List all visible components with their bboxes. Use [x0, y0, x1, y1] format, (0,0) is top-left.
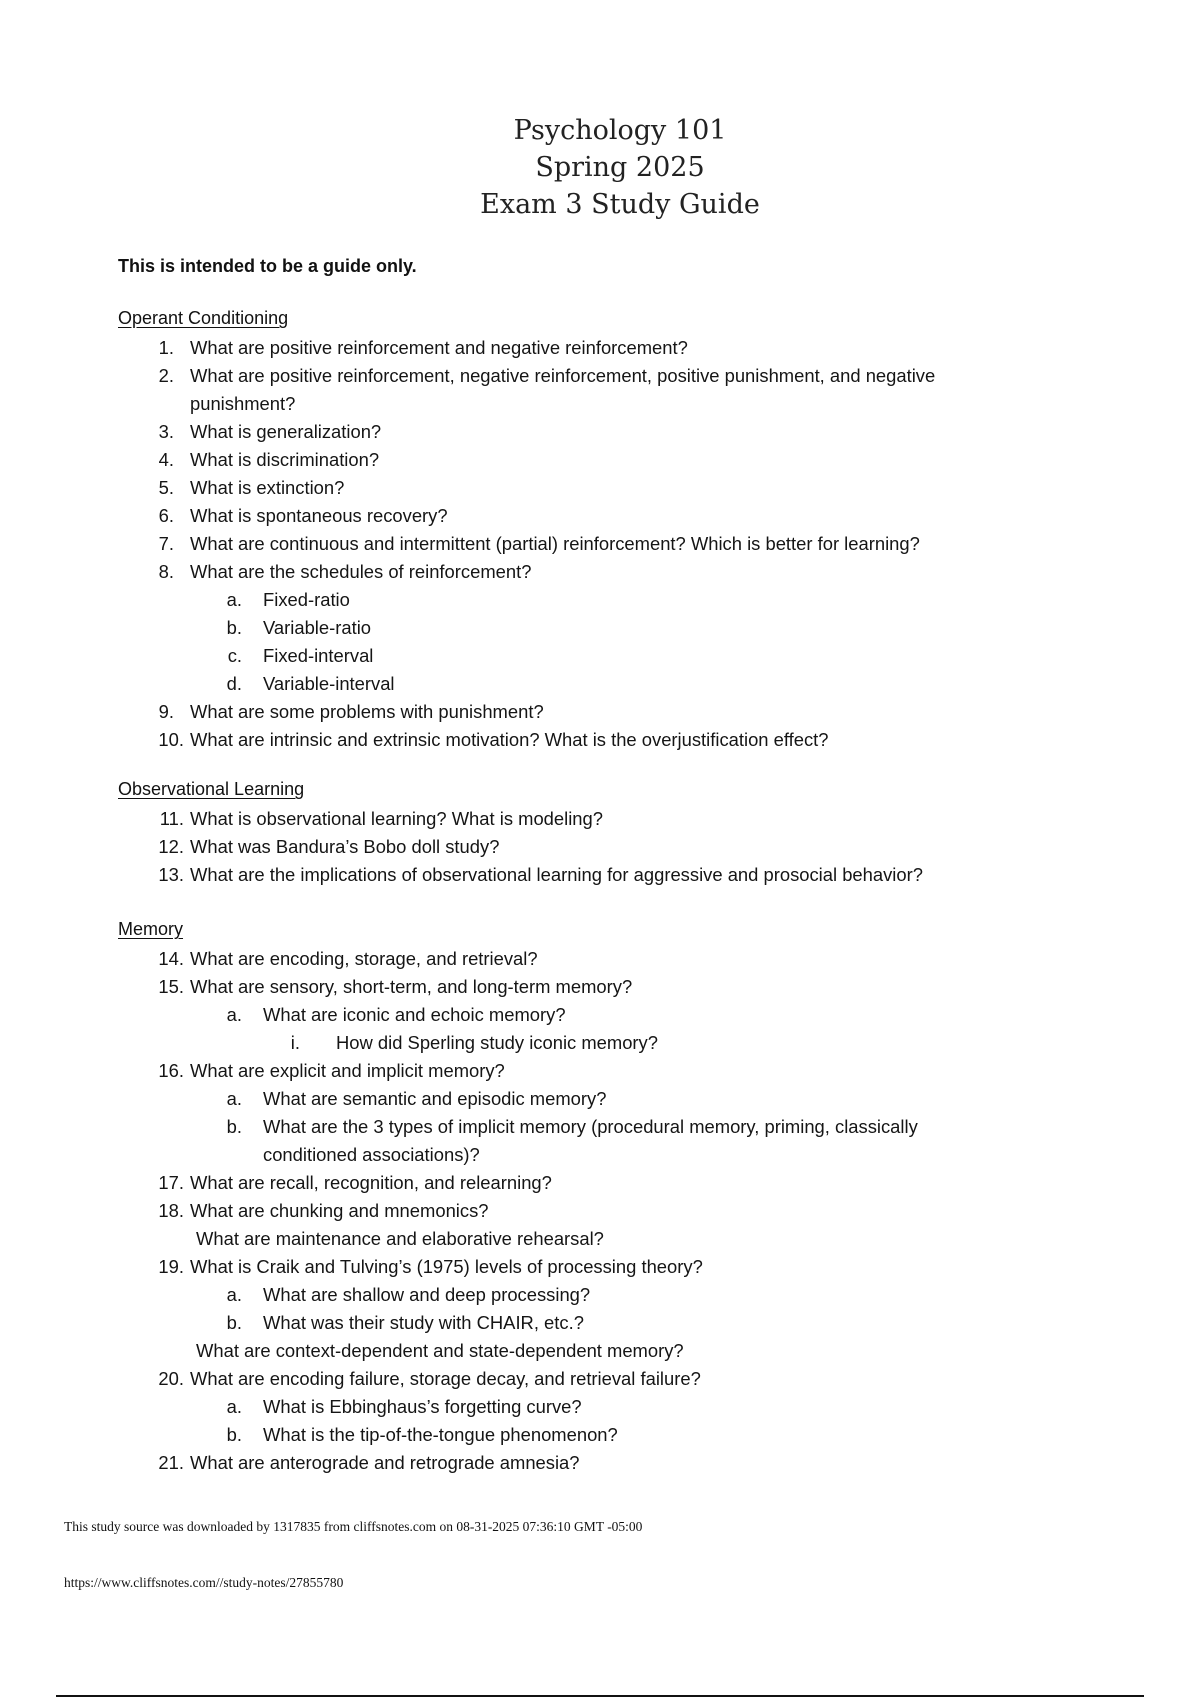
course-title: Psychology 101 — [513, 115, 727, 146]
study-guide-page: Psychology 101 Spring 2025 Exam 3 Study Guide This is intended to be a guide only. Operant Conditioning 1. What are positive reinforcement and negative reinforcement? 2. What are positive reinforcement, negative reinforcement, positive punishment, and negative punishment? 3. What is generalization? 4. What is discrimination? 5. What is extinction? 6. What is spontaneous recovery? 7. What are continuous and intermittent (partial) reinforcement? Which is better for learning? 8. What are the schedules of reinforcement? a. Fixed-ratio b. Variable-ratio c. Fixed-interval d. Variable-interval 9. What are some problems with punishment? 10. What are intrinsic and extrinsic motivation? What is the overjustification effect? Observational Learning 11. What is observational learning? What is modeling? 12. What was Bandura’s Bobo doll study? 13. What are the implications of observational learning for aggressive and prosocial behavior? Memory 14. What are encoding, storage, and retrieval? 15. What are sensory, short-term, and long-term memory? a. What are iconic and echoic memory? i. How did Sperling study iconic memory? 16. What are explicit and implicit memory? a. What are semantic and episodic memory? b. What are the 3 types of implicit memory (procedural memory, priming, classically conditioned associations)? 17. What are recall, recognition, and relearning? 18. What are chunking and mnemonics? What are maintenance and elaborative rehearsal? 19. What is Craik and Tulving’s (1975) levels of processing theory? a. What are shallow and deep processing? b. What was their study with CHAIR, etc.? What are context-dependent and state-dependent memory? 20. What are encoding failure, storage decay, and retrieval failure? a. What is Ebbinghaus’s forgetting curve? b. What is the tip-of-the-tongue phenomenon? 21. What are anterograde and retrograde amnesia? This study source was downloaded by 1317835 from cliffsnotes.com on 08-31-2025 07:36:10 GMT -05:00 https://www.cliffsnotes.com//study-notes/27855780 — [0, 0, 1200, 1700]
page-bottom-rule — [56, 1695, 1144, 1697]
section-heading-memory: Memory — [118, 919, 184, 939]
download-notice: This study source was downloaded by 1317835 from cliffsnotes.com on 08-31-2025 07:36:10 GMT -05:00 — [64, 1519, 643, 1534]
intro-note: This is intended to be a guide only. — [118, 256, 417, 276]
term-title: Spring 2025 — [535, 152, 705, 183]
document-title — [0, 112, 1200, 223]
section-heading-observational: Observational Learning — [118, 779, 305, 799]
exam-title: Exam 3 Study Guide — [480, 189, 760, 220]
source-url[interactable]: https://www.cliffsnotes.com//study-notes/27855780 — [64, 1575, 344, 1590]
section-heading-operant: Operant Conditioning — [118, 308, 289, 328]
